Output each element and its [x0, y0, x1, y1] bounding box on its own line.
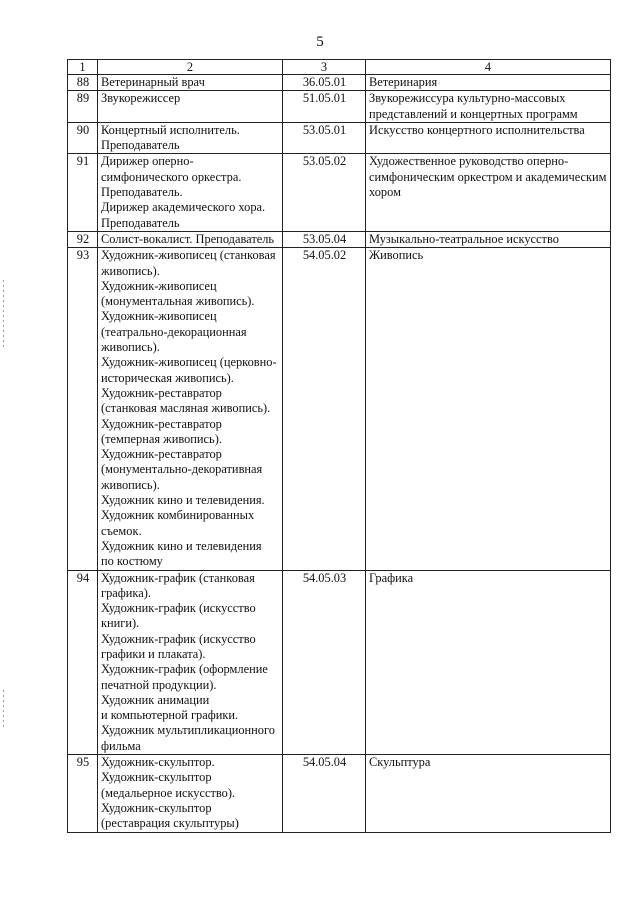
scan-edge-mark-bottom	[3, 690, 4, 730]
profession-line: Художник кино и телевидения	[101, 538, 262, 553]
specialty-cell	[366, 75, 611, 91]
profession-line: симфонического оркестра.	[101, 169, 242, 184]
specialty-code: 53.05.04	[283, 231, 366, 247]
profession-cell	[98, 154, 283, 231]
profession-line: Художник мультипликационного	[101, 723, 275, 738]
profession-line: книги).	[101, 616, 140, 631]
profession-line: Дирижер оперно-	[101, 154, 194, 169]
profession-line: Звукорежиссер	[101, 91, 181, 106]
profession-line: Художник-реставратор	[101, 385, 222, 400]
profession-line: Преподаватель	[101, 138, 180, 153]
row-number: 95	[68, 755, 98, 832]
profession-line: (монументально-декоративная	[101, 462, 263, 477]
profession-line: Художник кино и телевидения.	[101, 493, 265, 508]
specialty-line: Живопись	[369, 248, 424, 263]
profession-line: Художник комбинированных	[101, 508, 255, 523]
profession-line: Ветеринарный врач	[101, 75, 205, 89]
specialty-line: Графика	[369, 570, 414, 585]
row-number: 90	[68, 122, 98, 154]
row-number: 88	[68, 75, 98, 91]
profession-line: живопись).	[101, 477, 160, 492]
specialty-cell	[366, 231, 611, 247]
table-row	[68, 248, 611, 570]
table-row	[68, 755, 611, 832]
profession-line: Художник-живописец	[101, 278, 217, 293]
profession-line: Художник анимации	[101, 692, 210, 707]
specialty-code: 51.05.01	[283, 91, 366, 123]
table-body	[68, 75, 611, 833]
row-number: 92	[68, 231, 98, 247]
profession-line: Художник-реставратор	[101, 447, 222, 462]
specialty-cell	[366, 154, 611, 231]
profession-line: (станковая масляная живопись).	[101, 401, 271, 416]
profession-line: Художник-график (станковая	[101, 570, 255, 585]
specialty-cell	[366, 755, 611, 832]
header-col-4: 4	[366, 60, 611, 75]
profession-line: Дирижер академического хора.	[101, 200, 266, 215]
profession-line: съемок.	[101, 523, 142, 538]
profession-line: Художник-скульптор	[101, 770, 212, 785]
profession-line: (реставрация скульптуры)	[101, 816, 239, 831]
specialty-code: 54.05.02	[283, 248, 366, 570]
specialty-cell	[366, 122, 611, 154]
profession-line: Концертный исполнитель.	[101, 122, 240, 137]
profession-line: и компьютерной графики.	[101, 708, 239, 723]
specialty-line: Звукорежиссура культурно-массовых	[369, 91, 566, 106]
header-col-1: 1	[68, 60, 98, 75]
table-row	[68, 154, 611, 231]
profession-line: историческая живопись).	[101, 370, 234, 385]
profession-line: Художник-живописец (станковая	[101, 248, 276, 263]
profession-line: Художник-живописец	[101, 309, 217, 324]
specialty-line: Ветеринария	[369, 75, 438, 89]
profession-line: живопись).	[101, 340, 160, 355]
specialty-cell	[366, 570, 611, 755]
profession-line: (театрально-декорационная	[101, 324, 247, 339]
table-row	[68, 570, 611, 755]
profession-cell	[98, 755, 283, 832]
profession-line: Художник-живописец (церковно-	[101, 355, 277, 370]
row-number: 91	[68, 154, 98, 231]
specialty-line: хором	[369, 185, 401, 200]
profession-line: Художник-график (искусство	[101, 601, 256, 616]
specialty-line: Музыкально-театральное искусство	[369, 231, 559, 246]
profession-line: (темперная живопись).	[101, 431, 222, 446]
specialty-code: 53.05.01	[283, 122, 366, 154]
specialty-code: 54.05.04	[283, 755, 366, 832]
profession-line: печатной продукции).	[101, 677, 217, 692]
header-col-3: 3	[283, 60, 366, 75]
row-number: 89	[68, 91, 98, 123]
profession-line: живопись).	[101, 263, 160, 278]
page-number: 5	[316, 34, 324, 50]
profession-line: Солист-вокалист. Преподаватель	[101, 231, 275, 246]
row-number: 93	[68, 248, 98, 570]
specialty-line: симфоническим оркестром и академическим	[369, 169, 607, 184]
specialty-line: Художественное руководство оперно-	[369, 154, 569, 169]
table-row	[68, 91, 611, 123]
header-col-2: 2	[98, 60, 283, 75]
profession-line: (медальерное искусство).	[101, 785, 236, 800]
specialty-line: представлений и концертных программ	[369, 106, 578, 121]
profession-line: Художник-график (искусство	[101, 631, 256, 646]
specialty-code: 36.05.01	[283, 75, 366, 91]
profession-line: графика).	[101, 585, 151, 600]
specialty-line: Искусство концертного исполнительства	[369, 122, 585, 137]
table-row	[68, 122, 611, 154]
profession-line: Художник-скульптор	[101, 800, 212, 815]
profession-line: графики и плаката).	[101, 646, 206, 661]
profession-line: Художник-скульптор.	[101, 755, 215, 770]
profession-line: Преподаватель	[101, 215, 180, 230]
table-row	[68, 75, 611, 91]
profession-line: Художник-график (оформление	[101, 662, 268, 677]
profession-cell	[98, 122, 283, 154]
specialty-code: 53.05.02	[283, 154, 366, 231]
table-row	[68, 231, 611, 247]
specialty-code: 54.05.03	[283, 570, 366, 755]
header-row	[68, 60, 611, 75]
row-number: 94	[68, 570, 98, 755]
profession-line: Художник-реставратор	[101, 416, 222, 431]
profession-cell	[98, 231, 283, 247]
profession-cell	[98, 248, 283, 570]
profession-line: по костюму	[101, 554, 163, 569]
profession-cell	[98, 91, 283, 123]
profession-cell	[98, 570, 283, 755]
specialty-line: Скульптура	[369, 755, 431, 770]
specialties-table	[67, 59, 611, 833]
profession-line: (монументальная живопись).	[101, 294, 255, 309]
specialty-cell	[366, 91, 611, 123]
scan-edge-mark-top	[3, 280, 4, 350]
profession-line: фильма	[101, 738, 141, 753]
specialty-cell	[366, 248, 611, 570]
profession-cell	[98, 75, 283, 91]
profession-line: Преподаватель.	[101, 185, 183, 200]
